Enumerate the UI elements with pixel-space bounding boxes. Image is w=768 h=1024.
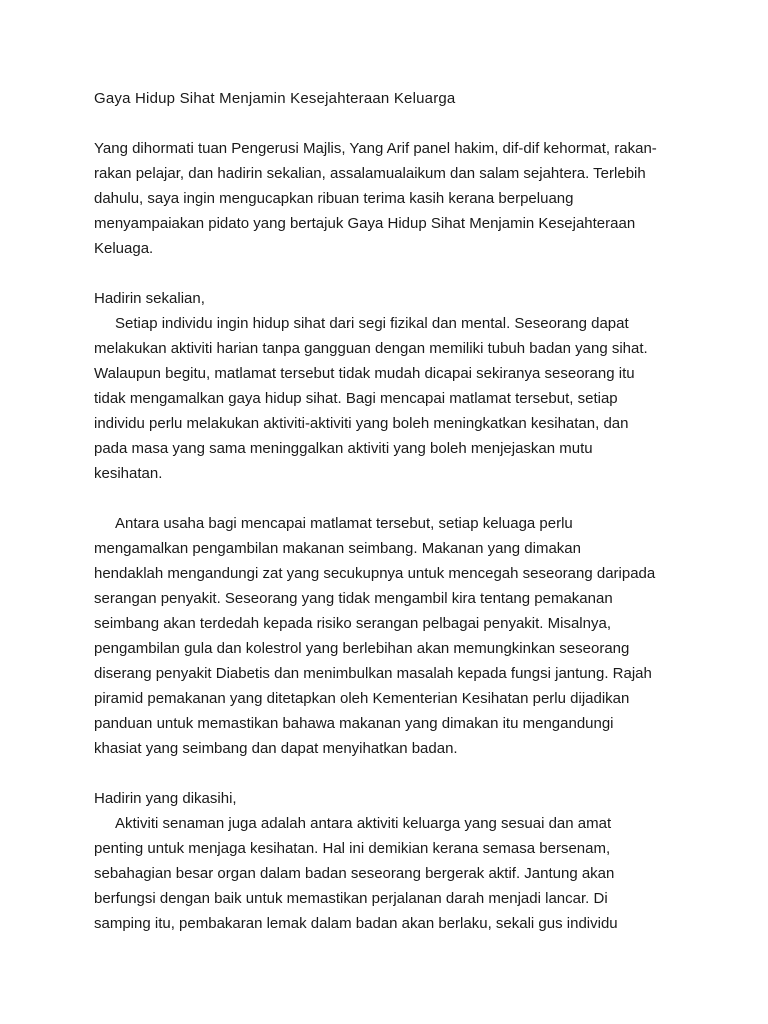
text-line: Antara usaha bagi mencapai matlamat tersebut, setiap keluaga perlu (115, 515, 573, 532)
text-line: kesihatan. (94, 465, 163, 482)
text-line: melakukan aktiviti harian tanpa gangguan dengan memiliki tubuh badan yang sihat. (94, 340, 648, 357)
text-line: berfungsi dengan baik untuk memastikan perjalanan darah menjadi lancar. Di (94, 890, 608, 907)
text-line: menyampaiakan pidato yang bertajuk Gaya Hidup Sihat Menjamin Kesejahteraan (94, 215, 636, 232)
document-body (94, 86, 674, 936)
salutation: Hadirin yang dikasihi, (94, 790, 237, 807)
text-line: dahulu, saya ingin mengucapkan ribuan terima kasih kerana berpeluang (94, 190, 574, 207)
text-line: Setiap individu ingin hidup sihat dari segi fizikal dan mental. Seseorang dapat (115, 315, 629, 332)
text-line: Walaupun begitu, matlamat tersebut tidak mudah dicapai sekiranya seseorang itu (94, 365, 635, 382)
text-line: tidak mengamalkan gaya hidup sihat. Bagi mencapai matlamat tersebut, setiap (94, 390, 618, 407)
text-line: sebahagian besar organ dalam badan seseorang bergerak aktif. Jantung akan (94, 865, 615, 882)
text-line: mengamalkan pengambilan makanan seimbang. Makanan yang dimakan (94, 540, 581, 557)
paragraph-healthy-lifestyle (94, 286, 674, 486)
text-line: Keluaga. (94, 240, 154, 257)
paragraph-exercise (94, 786, 674, 936)
text-line: Aktiviti senaman juga adalah antara aktiviti keluarga yang sesuai dan amat (115, 815, 612, 832)
spacer (94, 261, 674, 286)
text-line: seimbang akan terdedah kepada risiko serangan pelbagai penyakit. Misalnya, (94, 615, 611, 632)
text-line: khasiat yang seimbang dan dapat menyihatkan badan. (94, 740, 458, 757)
paragraph-opening (94, 136, 674, 261)
text-line: individu perlu melakukan aktiviti-aktiviti yang boleh meningkatkan kesihatan, dan (94, 415, 629, 432)
text-line: panduan untuk memastikan bahawa makanan yang dimakan itu mengandungi (94, 715, 614, 732)
document-title: Gaya Hidup Sihat Menjamin Kesejahteraan Keluarga (94, 90, 456, 107)
text-line: pengambilan gula dan kolestrol yang berlebihan akan memungkinkan seseorang (94, 640, 630, 657)
text-line: Yang dihormati tuan Pengerusi Majlis, Yang Arif panel hakim, dif-dif kehormat, rakan- (94, 140, 657, 157)
spacer (94, 486, 674, 511)
paragraph-balanced-diet (94, 511, 674, 761)
spacer (94, 761, 674, 786)
text-line: hendaklah mengandungi zat yang secukupnya untuk mencegah seseorang daripada (94, 565, 656, 582)
text-line: penting untuk menjaga kesihatan. Hal ini demikian kerana semasa bersenam, (94, 840, 611, 857)
text-line: piramid pemakanan yang ditetapkan oleh Kementerian Kesihatan perlu dijadikan (94, 690, 630, 707)
text-line: samping itu, pembakaran lemak dalam badan akan berlaku, sekali gus individu (94, 915, 618, 932)
text-line: serangan penyakit. Seseorang yang tidak mengambil kira tentang pemakanan (94, 590, 613, 607)
text-line: diserang penyakit Diabetis dan menimbulkan masalah kepada fungsi jantung. Rajah (94, 665, 652, 682)
text-line: rakan pelajar, dan hadirin sekalian, assalamualaikum dan salam sejahtera. Terlebih (94, 165, 646, 182)
text-line: pada masa yang sama meninggalkan aktiviti yang boleh menjejaskan mutu (94, 440, 593, 457)
salutation: Hadirin sekalian, (94, 290, 205, 307)
spacer (94, 111, 674, 136)
